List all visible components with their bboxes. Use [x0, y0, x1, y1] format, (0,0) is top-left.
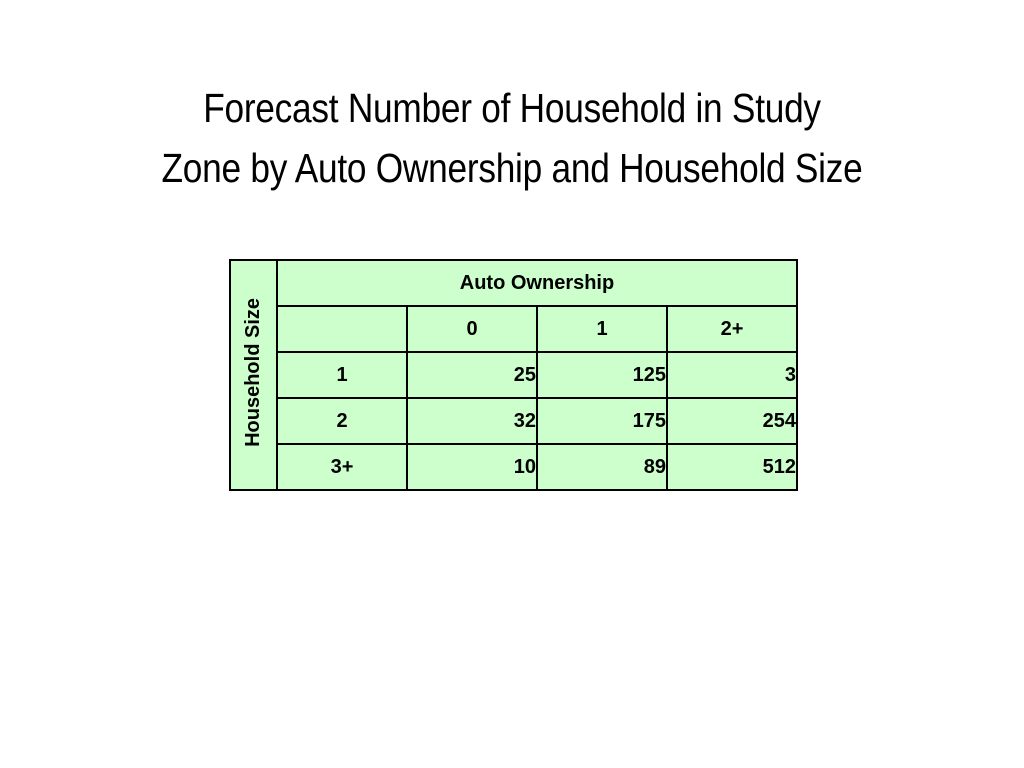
row-dimension-cell — [230, 260, 277, 490]
slide-title — [72, 78, 953, 198]
table-cell: 512 — [667, 444, 797, 490]
column-header: 0 — [407, 306, 537, 352]
row-header: 1 — [277, 352, 407, 398]
table-row — [230, 352, 797, 398]
row-dimension-label: Household Size — [242, 297, 264, 447]
corner-cell — [277, 306, 407, 352]
table-row — [230, 398, 797, 444]
table-cell: 254 — [667, 398, 797, 444]
column-header: 2+ — [667, 306, 797, 352]
column-header-row — [230, 306, 797, 352]
table-header-row — [230, 260, 797, 306]
household-forecast-table — [229, 259, 798, 491]
title-line-2: Zone by Auto Ownership and Household Size — [161, 145, 863, 191]
table-cell: 89 — [537, 444, 667, 490]
table-cell: 25 — [407, 352, 537, 398]
table-cell: 32 — [407, 398, 537, 444]
row-header: 3+ — [277, 444, 407, 490]
table-cell: 125 — [537, 352, 667, 398]
row-header: 2 — [277, 398, 407, 444]
column-dimension-label: Auto Ownership — [277, 260, 797, 306]
table-cell: 10 — [407, 444, 537, 490]
table-cell: 3 — [667, 352, 797, 398]
title-line-1: Forecast Number of Household in Study — [203, 85, 821, 131]
table-row — [230, 444, 797, 490]
table-cell: 175 — [537, 398, 667, 444]
crosstab-grid — [229, 259, 798, 491]
column-header: 1 — [537, 306, 667, 352]
